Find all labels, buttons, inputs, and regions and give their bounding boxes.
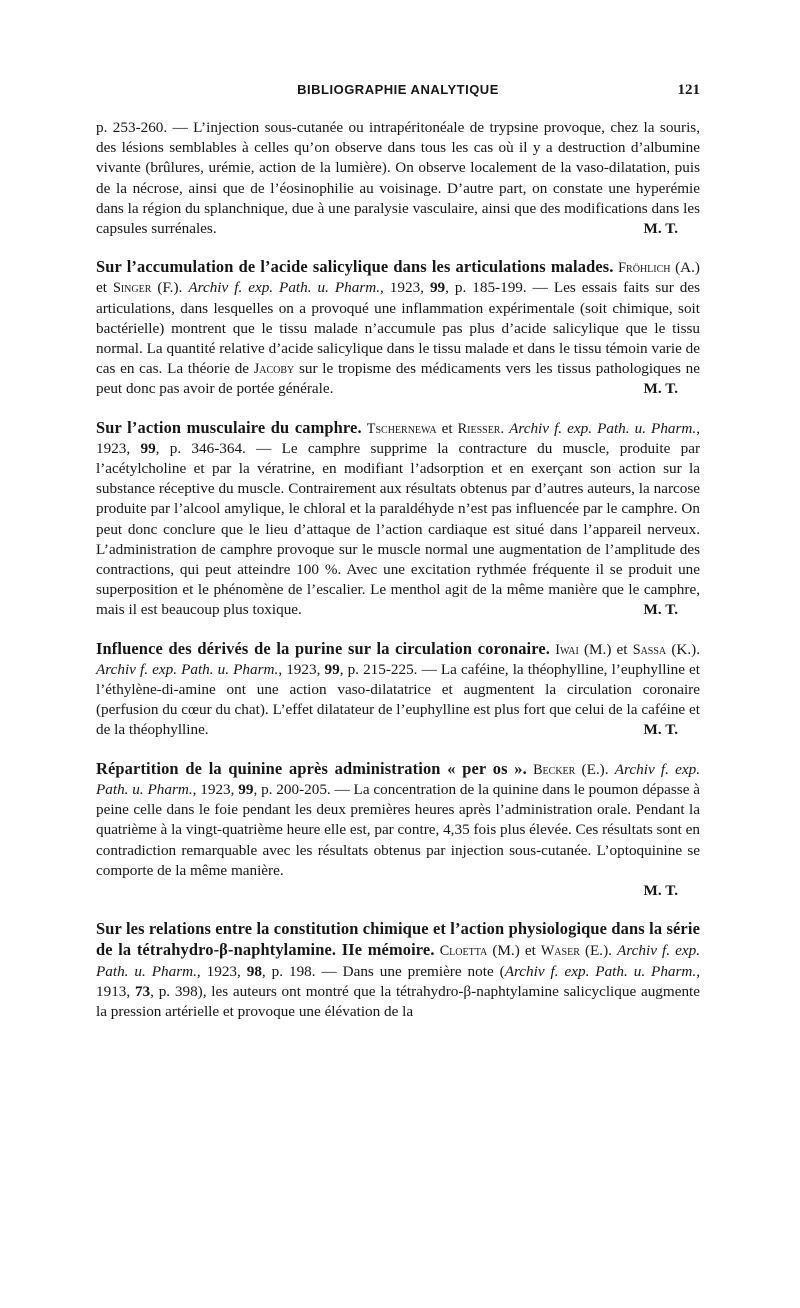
pages: , p. 200-205. bbox=[253, 780, 331, 798]
author-initials: (A.) et bbox=[96, 259, 700, 297]
page-body bbox=[96, 118, 700, 1022]
volume: 99 bbox=[140, 439, 156, 457]
volume: 99 bbox=[429, 279, 446, 297]
volume: 99 bbox=[238, 780, 254, 798]
abstract-text: p. 253-260. — L’injection sous-cutanée ou intrapéritonéale de trypsine provoque, chez la souris, des lésions semblables à celles qu’on observe dans tous les cas où il y a destruction d’albumine vivante (brûlures, urémie, action de la lumière). On observe localement de la vaso-dilatation, puis de la nécrose, ainsi que de l’éosinophilie au voisinage. D’autre part, on constate une hyperémie dans la région du splanchnique, due à une paralysie vasculaire, ainsi que des modifications dans les capsules surrénales. bbox=[96, 119, 700, 238]
pages: , p. 215-225. bbox=[339, 660, 418, 678]
page-header bbox=[96, 82, 700, 108]
journal-name: Archiv f. exp. Path. u. Pharm. bbox=[96, 760, 701, 798]
volume: 99 bbox=[324, 660, 340, 678]
pages: , p. 185-199. bbox=[445, 279, 527, 297]
author-name: Sassa bbox=[632, 641, 667, 658]
pages: , p. 198. bbox=[261, 962, 316, 980]
author-signature: M. T. bbox=[643, 380, 678, 398]
abstract-text: sur le tropisme des médicaments vers les tissus pathologiques ne peut donc pas avoir de portée générale. bbox=[96, 360, 700, 398]
author-name: Cloetta bbox=[439, 943, 488, 960]
abstract-text: — Dans une première note ( bbox=[315, 962, 505, 980]
author-signature: M. T. bbox=[643, 220, 678, 238]
abstract-entry bbox=[96, 759, 700, 881]
year: , 1923, bbox=[96, 419, 700, 457]
journal-name: Archiv f. exp. Path. u. Pharm. bbox=[504, 962, 697, 980]
author-name: Fröhlich bbox=[618, 260, 671, 277]
author-name: Tschernewa bbox=[366, 420, 437, 437]
abstract-text: — La concentration de la quinine dans le poumon dépasse à peine celle dans le foie pendant les deux premières heures après l’administration orale. Pendant la quatrième à la vingt-quatrième heure elle est, par contre, 4,35 fois plus élevée. Ces résultats sont en contradiction remarquable avec les résultats obtenus par injection sous-cutanée. L’optoquinine se comporte de la même manière. bbox=[96, 780, 701, 879]
abstract-text: — Les essais faits sur des articulations, dans lesquelles on a provoqué une inflammation expérimentale (soit chimique, soit bactérielle) montrent que le tissu malade n’accumule pas plus d’acide salicylique que le tissu normal. La quantité relative d’acide salicylique dans le tissu malade et dans le tissu témoin varie de cas en cas. La théorie de bbox=[96, 279, 701, 378]
page-number: 121 bbox=[677, 82, 700, 98]
abstract-text: — Le camphre supprime la contracture du muscle, produite par l’acétylcholine et par la vératrine, en modifiant l’adsorption et en exerçant son action sur la substance réceptive du muscle. Contrairement aux résultats obtenus par d’autres auteurs, la narcose produite par l’alcool amylique, le chloral et la paraldéhyde n’est pas influencée par le camphre. On peut donc conclure que le lieu d’attaque de l’action cardiaque est situé dans l’appareil nerveux. L’administration de camphre provoque sur le muscle normal une augmentation de l’amplitude des contractions, qui peut atteindre 100 %. Avec une excitation rythmée fréquente il se produit une superposition et le phénomène de l’escalier. Le menthol agit de la même manière que le camphre, mais il est beaucoup plus toxique. bbox=[96, 439, 701, 619]
abstract-entry bbox=[96, 418, 700, 621]
abstract-text: , p. 398), les auteurs ont montré que la tétrahydro-β-naphtylamine salicyclique augmente la pression artérielle et provoque une élévation de la bbox=[96, 982, 701, 1020]
cited-name: Jacoby bbox=[253, 361, 295, 378]
author-initials: (K.). bbox=[671, 640, 700, 658]
abstract-entry bbox=[96, 257, 700, 399]
author-name: Becker bbox=[533, 761, 576, 778]
author-signature: M. T. bbox=[643, 601, 678, 619]
entry-title: Sur l’action musculaire du camphre. bbox=[96, 417, 362, 437]
abstract-text: — La caféine, la théophylline, l’euphylline et l’éthylène-di-amine ont une action vaso-dilatatrice et augmentent la circulation coronaire (perfusion du cœur du chat). L’effet dilatateur de l’euphylline est plus fort que celui de la caféine et de la théophylline. bbox=[96, 660, 701, 739]
author-signature: M. T. bbox=[643, 721, 678, 739]
entry-title: Sur les relations entre la constitution chimique et l’action physiologique dans la série de la tétrahydro-β-naphtylamine. IIe mémoire. bbox=[96, 919, 700, 960]
entry-title: Sur l’accumulation de l’acide salicylique dans les articulations malades. bbox=[96, 257, 614, 277]
journal-name: Archiv f. exp. Path. u. Pharm. bbox=[96, 942, 701, 980]
volume: 98 bbox=[246, 962, 262, 980]
pages: , p. 346-364. bbox=[155, 439, 246, 457]
volume: 73 bbox=[134, 982, 151, 1000]
year: , 1923, bbox=[380, 279, 424, 297]
author-name: Riesser. bbox=[457, 420, 505, 437]
entry-title: Répartition de la quinine après administration « per os ». bbox=[96, 758, 527, 778]
year: , 1923, bbox=[278, 660, 321, 678]
abstract-entry bbox=[96, 919, 700, 1022]
author-name: Waser bbox=[540, 943, 580, 960]
author-initials: (M.) et bbox=[583, 640, 628, 658]
author-initials: (F.). bbox=[157, 279, 183, 297]
year: , 1913, bbox=[96, 962, 700, 1000]
journal-name: Archiv f. exp. Path. u. Pharm. bbox=[188, 279, 381, 297]
year: , 1923, bbox=[196, 962, 241, 980]
author-signature: M. T. bbox=[643, 881, 678, 899]
author-initials: (M.) et bbox=[492, 942, 536, 960]
author-name: Singer bbox=[112, 280, 152, 297]
author-initials: (E.). bbox=[584, 942, 612, 960]
continued-abstract bbox=[96, 118, 700, 239]
journal-name: Archiv f. exp. Path. u. Pharm. bbox=[96, 660, 279, 678]
author-name: Iwai bbox=[555, 641, 579, 658]
entry-title: Influence des dérivés de la purine sur la circulation coronaire. bbox=[96, 638, 551, 658]
journal-name: Archiv f. exp. Path. u. Pharm. bbox=[509, 419, 697, 437]
author-initials: et bbox=[441, 419, 453, 437]
author-initials: (E.). bbox=[581, 760, 609, 778]
year: , 1923, bbox=[192, 780, 235, 798]
running-title: BIBLIOGRAPHIE ANALYTIQUE bbox=[297, 82, 499, 97]
abstract-entry bbox=[96, 639, 700, 741]
